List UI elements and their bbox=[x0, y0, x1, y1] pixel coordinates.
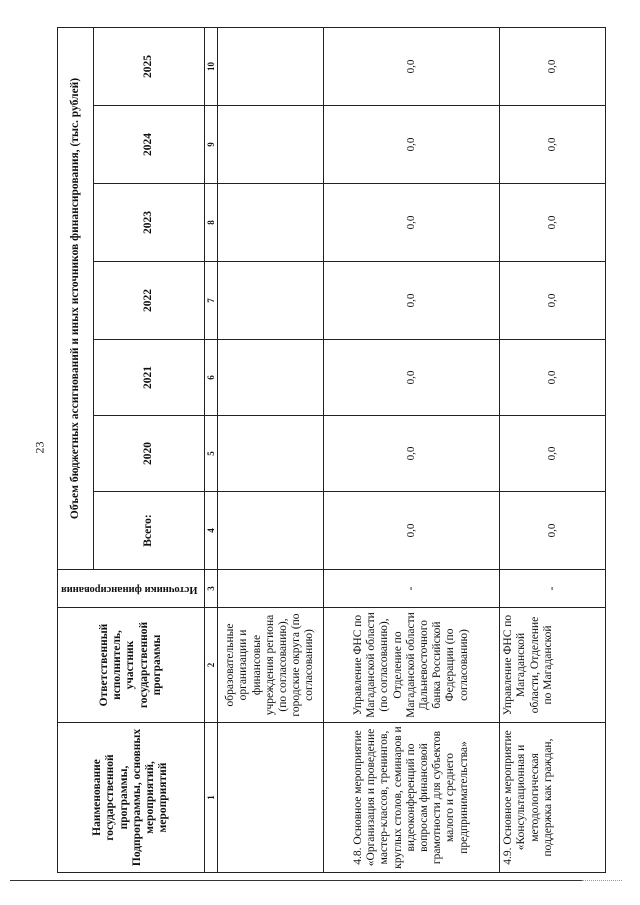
row-value: 0,0 bbox=[323, 27, 499, 105]
table-row bbox=[323, 27, 499, 872]
table-row bbox=[217, 27, 323, 872]
row-source bbox=[217, 570, 323, 608]
header-funding-group: Объем бюджетных ассигнований и иных источников финансирования, (тыс. рублей) bbox=[58, 27, 94, 569]
row-value: 0,0 bbox=[323, 492, 499, 570]
row-executor: Управление ФНС по Магаданской области (по согласованию), Отделение по Магаданской области Дальневосточного банка Российской Федерации (по согласованию) bbox=[323, 608, 499, 723]
row-value: 0,0 bbox=[323, 106, 499, 184]
row-value: 0,0 bbox=[323, 340, 499, 416]
row-value: 0,0 bbox=[323, 262, 499, 340]
row-source: - bbox=[500, 570, 606, 608]
header-executor: Ответственный исполнитель, участник государственной программы bbox=[58, 608, 205, 723]
row-value bbox=[217, 106, 323, 184]
row-value: 0,0 bbox=[500, 27, 606, 105]
row-value: 0,0 bbox=[500, 184, 606, 262]
column-number-row bbox=[204, 27, 217, 872]
rotated-table-container bbox=[57, 28, 606, 873]
header-year-2022: 2022 bbox=[93, 262, 204, 340]
row-value: 0,0 bbox=[323, 416, 499, 492]
header-year-2023: 2023 bbox=[93, 184, 204, 262]
header-year-total: Всего: bbox=[93, 492, 204, 570]
row-value: 0,0 bbox=[500, 106, 606, 184]
col-number: 7 bbox=[204, 262, 217, 340]
row-value: 0,0 bbox=[500, 340, 606, 416]
row-value bbox=[217, 262, 323, 340]
row-executor: образовательные организации и финансовые учреждения региона (по согласованию), городские округа (по согласованию) bbox=[217, 608, 323, 723]
col-number: 9 bbox=[204, 106, 217, 184]
header-year-2021: 2021 bbox=[93, 340, 204, 416]
header-name: Наименование государственной программы, Подпрограммы, основных мероприятий, мероприятий bbox=[58, 723, 205, 873]
row-source: - bbox=[323, 570, 499, 608]
row-value: 0,0 bbox=[323, 184, 499, 262]
row-value bbox=[217, 27, 323, 105]
row-value: 0,0 bbox=[500, 492, 606, 570]
header-year-2025: 2025 bbox=[93, 27, 204, 105]
col-number: 1 bbox=[204, 723, 217, 873]
header-year-2024: 2024 bbox=[93, 106, 204, 184]
col-number: 8 bbox=[204, 184, 217, 262]
page-number: 23 bbox=[32, 441, 47, 454]
header-year-2020: 2020 bbox=[93, 416, 204, 492]
row-value: 0,0 bbox=[500, 416, 606, 492]
header-source-text: Источники финансирования bbox=[60, 583, 198, 595]
row-executor: Управление ФНС по Магаданской области, Отделение по Магаданской bbox=[500, 608, 606, 723]
row-name: 4.9. Основное мероприятие «Консультационная и методологическая поддержка как граждан, bbox=[500, 723, 606, 873]
row-name: 4.8. Основное мероприятие «Организация и проведение мастер-классов, тренингов, круглых столов, семинаров и видеоконференций по вопросам финансовой грамотности для субъектов малого и среднего предпринимательства» bbox=[323, 723, 499, 873]
bottom-rule-dotted bbox=[582, 880, 622, 881]
bottom-rule bbox=[10, 880, 582, 881]
row-value bbox=[217, 340, 323, 416]
col-number: 6 bbox=[204, 340, 217, 416]
financing-table bbox=[57, 27, 606, 873]
col-number: 3 bbox=[204, 570, 217, 608]
table-row bbox=[500, 27, 606, 872]
header-source bbox=[58, 570, 205, 608]
row-name bbox=[217, 723, 323, 873]
row-value: 0,0 bbox=[500, 262, 606, 340]
col-number: 4 bbox=[204, 492, 217, 570]
row-value bbox=[217, 184, 323, 262]
col-number: 2 bbox=[204, 608, 217, 723]
row-value bbox=[217, 492, 323, 570]
row-value bbox=[217, 416, 323, 492]
col-number: 5 bbox=[204, 416, 217, 492]
col-number: 10 bbox=[204, 27, 217, 105]
